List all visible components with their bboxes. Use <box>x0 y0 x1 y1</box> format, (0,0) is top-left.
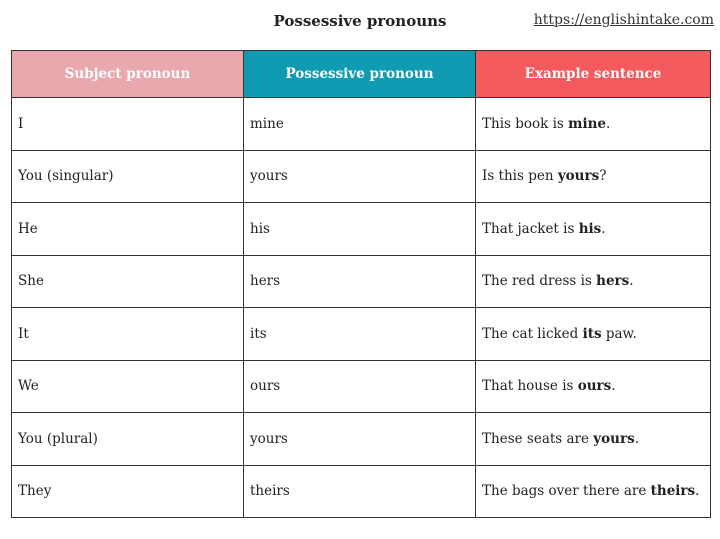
example-text-end: . <box>601 220 606 237</box>
example-text-end: ? <box>599 168 607 185</box>
subject-pronoun-cell: It <box>12 308 244 361</box>
table-row <box>12 360 711 413</box>
subject-pronoun-cell: He <box>12 203 244 256</box>
example-sentence-cell <box>476 360 711 413</box>
example-text: The cat licked <box>482 325 583 342</box>
example-text: That house is <box>482 378 578 395</box>
example-text: That jacket is <box>482 220 579 237</box>
example-highlight: hers <box>596 273 630 290</box>
example-text: The red dress is <box>482 273 597 290</box>
subject-pronoun-cell: They <box>12 465 244 518</box>
example-sentence-cell <box>476 98 711 151</box>
possessive-pronoun-cell: ours <box>244 360 476 413</box>
site-link[interactable]: https://englishintake.com <box>533 12 714 28</box>
table-header-row <box>12 51 711 98</box>
table-row <box>12 98 711 151</box>
example-text-end: . <box>611 378 616 395</box>
example-text-end: paw. <box>601 325 637 342</box>
example-highlight: yours <box>557 168 600 185</box>
example-highlight: its <box>582 325 602 342</box>
example-text: This book is <box>482 115 569 132</box>
pronoun-table <box>11 50 711 518</box>
possessive-pronoun-cell: hers <box>244 255 476 308</box>
example-highlight: ours <box>577 378 612 395</box>
header-subject-pronoun: Subject pronoun <box>12 51 244 98</box>
example-sentence-cell <box>476 255 711 308</box>
subject-pronoun-cell: She <box>12 255 244 308</box>
example-sentence-cell <box>476 308 711 361</box>
example-text: Is this pen <box>482 168 558 185</box>
example-text: These seats are <box>482 430 594 447</box>
subject-pronoun-cell: We <box>12 360 244 413</box>
possessive-pronoun-cell: his <box>244 203 476 256</box>
example-sentence-cell <box>476 203 711 256</box>
possessive-pronoun-cell: yours <box>244 413 476 466</box>
subject-pronoun-cell: You (plural) <box>12 413 244 466</box>
example-highlight: mine <box>568 115 606 132</box>
possessive-pronoun-cell: mine <box>244 98 476 151</box>
example-text-end: . <box>695 483 700 500</box>
example-highlight: yours <box>593 430 635 447</box>
example-sentence-cell <box>476 465 711 518</box>
example-highlight: his <box>578 220 602 237</box>
table-row <box>12 255 711 308</box>
table-row <box>12 465 711 518</box>
table-row <box>12 150 711 203</box>
example-sentence-cell <box>476 413 711 466</box>
example-text: The bags over there are <box>482 483 651 500</box>
example-text-end: . <box>634 430 639 447</box>
table-body <box>12 98 711 518</box>
subject-pronoun-cell: You (singular) <box>12 150 244 203</box>
example-text-end: . <box>629 273 634 290</box>
header-possessive-pronoun: Possessive pronoun <box>244 51 476 98</box>
possessive-pronoun-cell: theirs <box>244 465 476 518</box>
possessive-pronoun-cell: yours <box>244 150 476 203</box>
header-example-sentence: Example sentence <box>476 51 711 98</box>
example-highlight: theirs <box>650 483 696 500</box>
table-row <box>12 203 711 256</box>
example-text-end: . <box>605 115 611 132</box>
table-row <box>12 308 711 361</box>
possessive-pronoun-cell: its <box>244 308 476 361</box>
table-row <box>12 413 711 466</box>
subject-pronoun-cell: I <box>12 98 244 151</box>
page-title: Possessive pronouns <box>273 12 447 30</box>
example-sentence-cell <box>476 150 711 203</box>
